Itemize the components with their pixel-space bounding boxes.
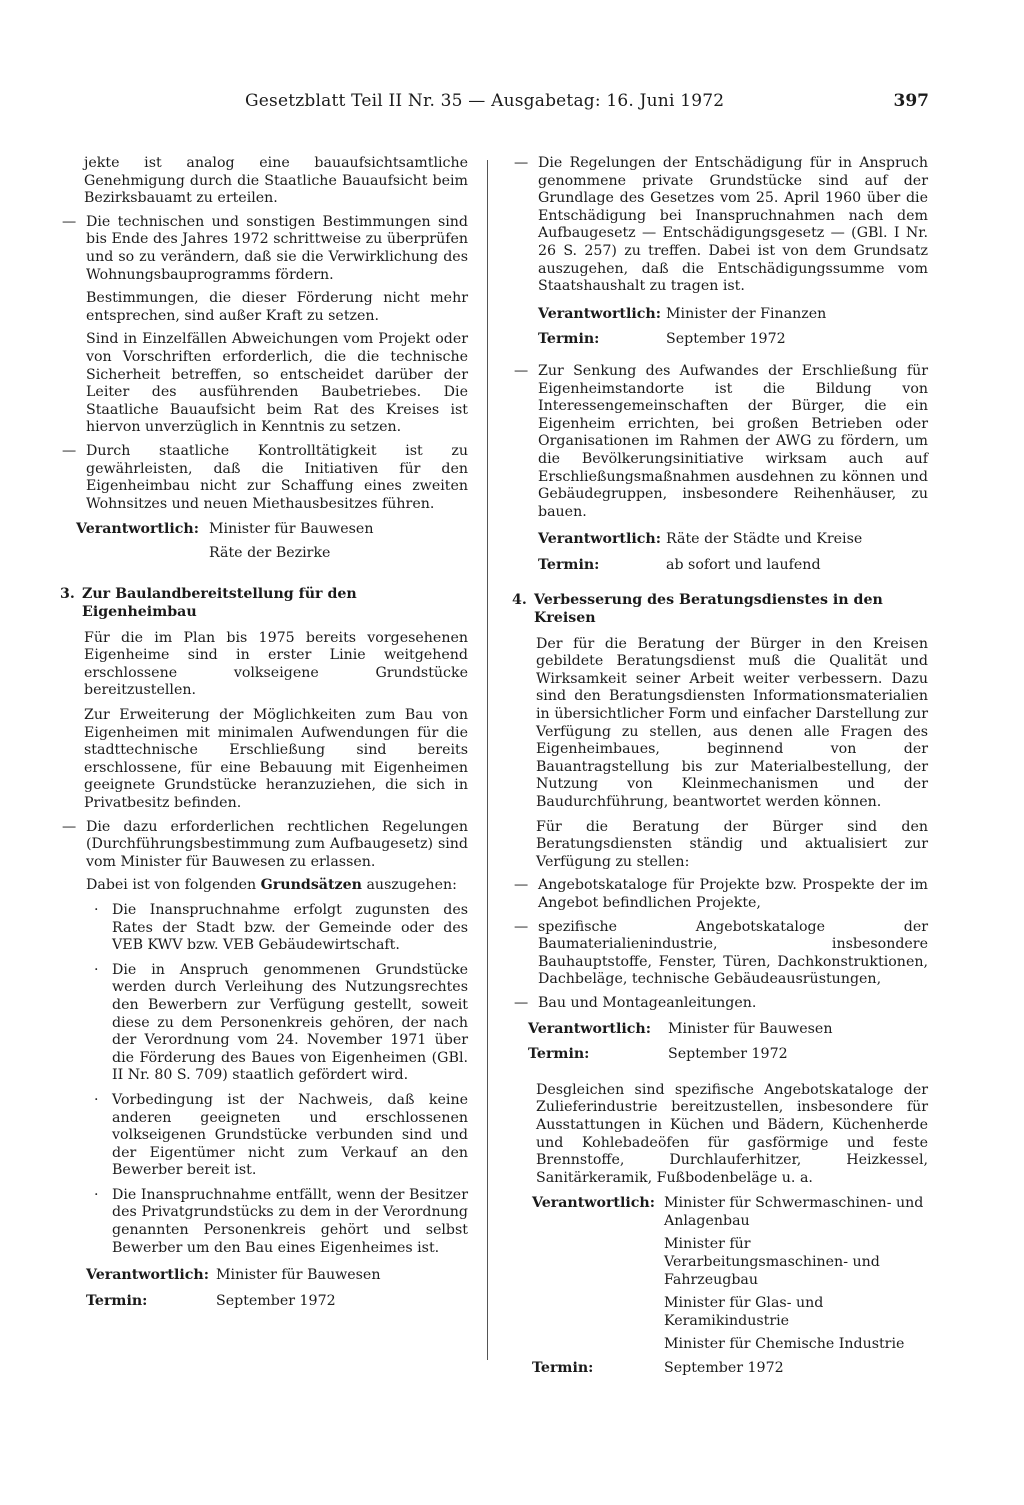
paragraph: Die in Anspruch genommenen Grundstücke werden durch Verleihung des Nutzungsrechtes den Bewerbern zur Verfügung gestellt, soweit diese zu dem Personenkreis gehören, der nach der Verordnung vom 24. November 1971 über die Förderung des Baues von Eigenheimen (GBl. II Nr. 80 S. 709) staatlich gefördert wird. (112, 961, 468, 1084)
dash-marker: — (514, 877, 529, 894)
list-item (60, 819, 468, 1311)
responsibility-line (528, 1021, 928, 1039)
deadline-label: Termin: (86, 1292, 148, 1309)
responsibility-value: Minister für Bauwesen (216, 1267, 381, 1284)
bullet-item (86, 1187, 468, 1257)
dash-marker: — (514, 155, 529, 171)
bullet-marker: · (94, 901, 99, 918)
deadline-value: September 1972 (664, 1360, 784, 1377)
responsibility-line (538, 531, 928, 549)
header-title: Gesetzblatt Teil II Nr. 35 — Ausgabetag: 16. Juni 1972 (245, 91, 725, 111)
responsibility-line (76, 521, 468, 568)
paragraph: Zur Senkung des Aufwandes der Erschließung für Eigenheimstandorte ist die Bildung von Interessengemeinschaften der Bürger, die ein Eigenheim errichten, bei großen Betrieben oder Organisationen im Rahmen der AWG zu fördern, um die Bevölkerungsinitiative wirksam auch auf Erschließungsmaßnahmen ausdehnen zu können und Gebäudegruppen, insbesondere Reihenhäuser, zu bauen. (538, 362, 928, 520)
paragraph: Durch staatliche Kontrolltätigkeit ist zu gewährleisten, daß die Initiativen für den Eigenheimbau nicht zur Schaffung eines zweiten Wohnsitzes und neuen Miethausbesitzes führen. (86, 442, 468, 512)
intro-text: Dabei ist von folgenden (86, 877, 257, 894)
dash-marker: — (62, 442, 77, 459)
deadline-label: Termin: (538, 331, 600, 348)
responsibility-value (664, 1195, 928, 1360)
responsibility-label: Verantwortlich: (532, 1195, 655, 1212)
bullet-item (86, 1092, 468, 1180)
paragraph: spezifische Angebotskataloge der Baumaterialienindustrie, insbesondere Bauhauptstoffe, Fenster, Türen, Dachkonstruktionen, Dachbeläge, technische Gebäudeausrüstungen, (538, 918, 928, 988)
section-heading (512, 592, 928, 627)
list-item (512, 363, 928, 575)
list-item (512, 995, 928, 1013)
dash-marker: — (514, 994, 529, 1011)
responsibility-label: Verantwortlich: (538, 531, 661, 548)
responsibility-line (86, 1267, 468, 1285)
deadline-line (532, 1360, 928, 1378)
paragraph: Die Inanspruchnahme entfällt, wenn der Besitzer des Privatgrundstücks zu dem in der Verordnung genannten Personenkreis gehört und selbst Bewerber um den Bau eines Eigenheimes ist. (112, 1186, 468, 1256)
responsible-party: Räte der Bezirke (209, 544, 331, 561)
list-item (512, 155, 928, 349)
deadline-value: September 1972 (216, 1292, 336, 1309)
intro-text: auszugehen: (366, 877, 457, 894)
list-item (60, 443, 468, 513)
list-item (60, 214, 468, 437)
paragraph: Für die Beratung der Bürger sind den Beratungsdiensten ständig und aktualisiert zur Verfügung zu stellen: (536, 818, 928, 870)
section-number: 3. (60, 586, 75, 603)
responsibility-label: Verantwortlich: (86, 1267, 209, 1284)
left-column (60, 155, 468, 1310)
paragraph: Die Regelungen der Entschädigung für in Anspruch genommene private Grundstücke sind auf der Grundlage des Gesetzes vom 25. April 1960 über die Entschädigung bei Inanspruchnahmen nach dem Aufbaugesetz — Entschädigungsgesetz — (GBl. I Nr. 26 S. 257) zu treffen. Dabei ist von dem Grundsatz auszugehen, daß die Entschädigungssumme vom Staatshaushalt zu tragen ist. (538, 155, 928, 295)
deadline-line (528, 1046, 928, 1064)
continued-paragraph: jekte ist analog eine bauaufsichtsamtliche Genehmigung durch die Staatliche Bauaufsicht beim Bezirksbauamt zu erteilen. (84, 155, 468, 207)
deadline-value: ab sofort und laufend (666, 556, 821, 573)
deadline-value: September 1972 (668, 1046, 788, 1063)
paragraph: Bau und Montageanleitungen. (538, 994, 757, 1011)
list-item (512, 919, 928, 989)
paragraph: Die technischen und sonstigen Bestimmungen sind bis Ende des Jahres 1972 schrittweise zu überprüfen und so zu verändern, daß sie die Verwirklichung des Wohnungsbauprogramms fördern. (86, 213, 468, 283)
section-number: 4. (512, 592, 527, 609)
responsibility-label: Verantwortlich: (76, 521, 199, 538)
bullet-marker: · (94, 961, 99, 978)
section-heading (60, 586, 468, 621)
responsible-party: Minister für Schwermaschinen- und Anlagenbau (664, 1195, 924, 1229)
paragraph: Bestimmungen, die dieser Förderung nicht mehr entsprechen, sind außer Kraft zu setzen. (86, 290, 468, 324)
responsibility-value: Räte der Städte und Kreise (666, 531, 863, 548)
paragraph: Vorbedingung ist der Nachweis, daß keine anderen geeigneten und erschlossenen volkseigenen Grundstücke verbunden sind und der Eigentümer nicht zum Verkauf an den Bewerber bereit ist. (112, 1091, 468, 1179)
dash-marker: — (514, 362, 529, 379)
paragraph: Die dazu erforderlichen rechtlichen Regelungen (Durchführungsbestimmung zum Aufbaugesetz) sind vom Minister für Bauwesen zu erlassen. (86, 818, 468, 870)
paragraph: Sind in Einzelfällen Abweichungen vom Projekt oder von Vorschriften erforderlich, die die technische Sicherheit betreffen, so entscheidet darüber der Leiter des ausführenden Baubetriebes. Die Staatliche Bauaufsicht beim Rat des Kreises ist hiervon unverzüglich in Kenntnis zu setzen. (86, 331, 468, 436)
responsibility-label: Verantwortlich: (538, 305, 661, 322)
paragraph: Der für die Beratung der Bürger in den Kreisen gebildete Beratungsdienst muß die Qualität und Wirksamkeit seiner Arbeit weiter verbessern. Dazu sind den Beratungsdiensten Informationsmaterialien in übersichtlicher Form und einfacher Darstellung zur Verfügung zu stellen, aus denen alle Fragen des Eigenheimbaues, beginnend von der Bauantragstellung bis zur Materialbestellung, der Nutzung von Kleinmechanismen und der Baudurchführung, beantwortet werden können. (536, 635, 928, 810)
bullet-item (86, 962, 468, 1085)
responsibility-value: Minister der Finanzen (666, 305, 827, 322)
responsibility-block (532, 1195, 928, 1360)
page-header (245, 93, 929, 119)
section-title: Verbesserung des Beratungsdienstes in den Kreisen (534, 592, 883, 627)
responsible-party: Minister für Verarbeitungsmaschinen- und Fahrzeugbau (664, 1236, 880, 1288)
bullet-item (86, 902, 468, 955)
bullet-marker: · (94, 1091, 99, 1108)
intro-keyword: Grundsätzen (260, 877, 362, 894)
paragraph (86, 877, 468, 895)
bullet-marker: · (94, 1186, 99, 1203)
responsibility-line (538, 306, 928, 324)
dash-marker: — (62, 213, 77, 230)
paragraph: Für die im Plan bis 1975 bereits vorgesehenen Eigenheime sind in erster Linie weitgehend erschlossene volkseigene Grundstücke bereitzustellen. (84, 629, 468, 699)
responsible-party: Minister für Bauwesen (209, 521, 374, 538)
paragraph: Die Inanspruchnahme erfolgt zugunsten des Rates der Stadt bzw. der Gemeinde oder des VEB KWV bzw. VEB Gebäudewirtschaft. (112, 901, 468, 954)
section-title: Zur Baulandbereitstellung für den Eigenheimbau (82, 586, 357, 621)
responsibility-label: Verantwortlich: (528, 1020, 651, 1037)
dash-marker: — (62, 818, 77, 835)
deadline-value: September 1972 (666, 331, 786, 348)
deadline-label: Termin: (532, 1360, 594, 1377)
paragraph: Zur Erweiterung der Möglichkeiten zum Bau von Eigenheimen mit minimalen Aufwendungen für die stadttechnische Erschließung sind bereits erschlossene, für eine Bebauung mit Eigenheimen geeignete Grundstücke heranzuziehen, die sich in Privatbesitz befinden. (84, 707, 468, 811)
responsibility-value: Minister für Bauwesen (668, 1020, 833, 1037)
responsible-party: Minister für Chemische Industrie (664, 1336, 905, 1353)
responsibility-value (209, 521, 468, 568)
right-column (512, 155, 928, 1378)
deadline-line (86, 1293, 468, 1311)
list-item (512, 877, 928, 912)
dash-marker: — (514, 918, 529, 935)
deadline-label: Termin: (528, 1046, 590, 1063)
paragraph: Desgleichen sind spezifische Angebotskataloge der Zulieferindustrie bereitzustellen, insbesondere für Ausstattungen in Küchen und Bädern, Küchenherde und Kohlebadeöfen für gasförmige und feste Brennstoffe, Durchlauferhitzer, Heizkessel, Sanitärkeramik, Fußbodenbeläge u. a. (536, 1081, 928, 1186)
deadline-line (538, 557, 928, 575)
deadline-label: Termin: (538, 556, 600, 573)
column-divider (487, 160, 488, 1360)
responsible-party: Minister für Glas- und Keramikindustrie (664, 1295, 824, 1329)
page-number: 397 (893, 91, 929, 111)
deadline-line (538, 331, 928, 349)
paragraph: Angebotskataloge für Projekte bzw. Prospekte der im Angebot befindlichen Projekte, (538, 877, 928, 911)
